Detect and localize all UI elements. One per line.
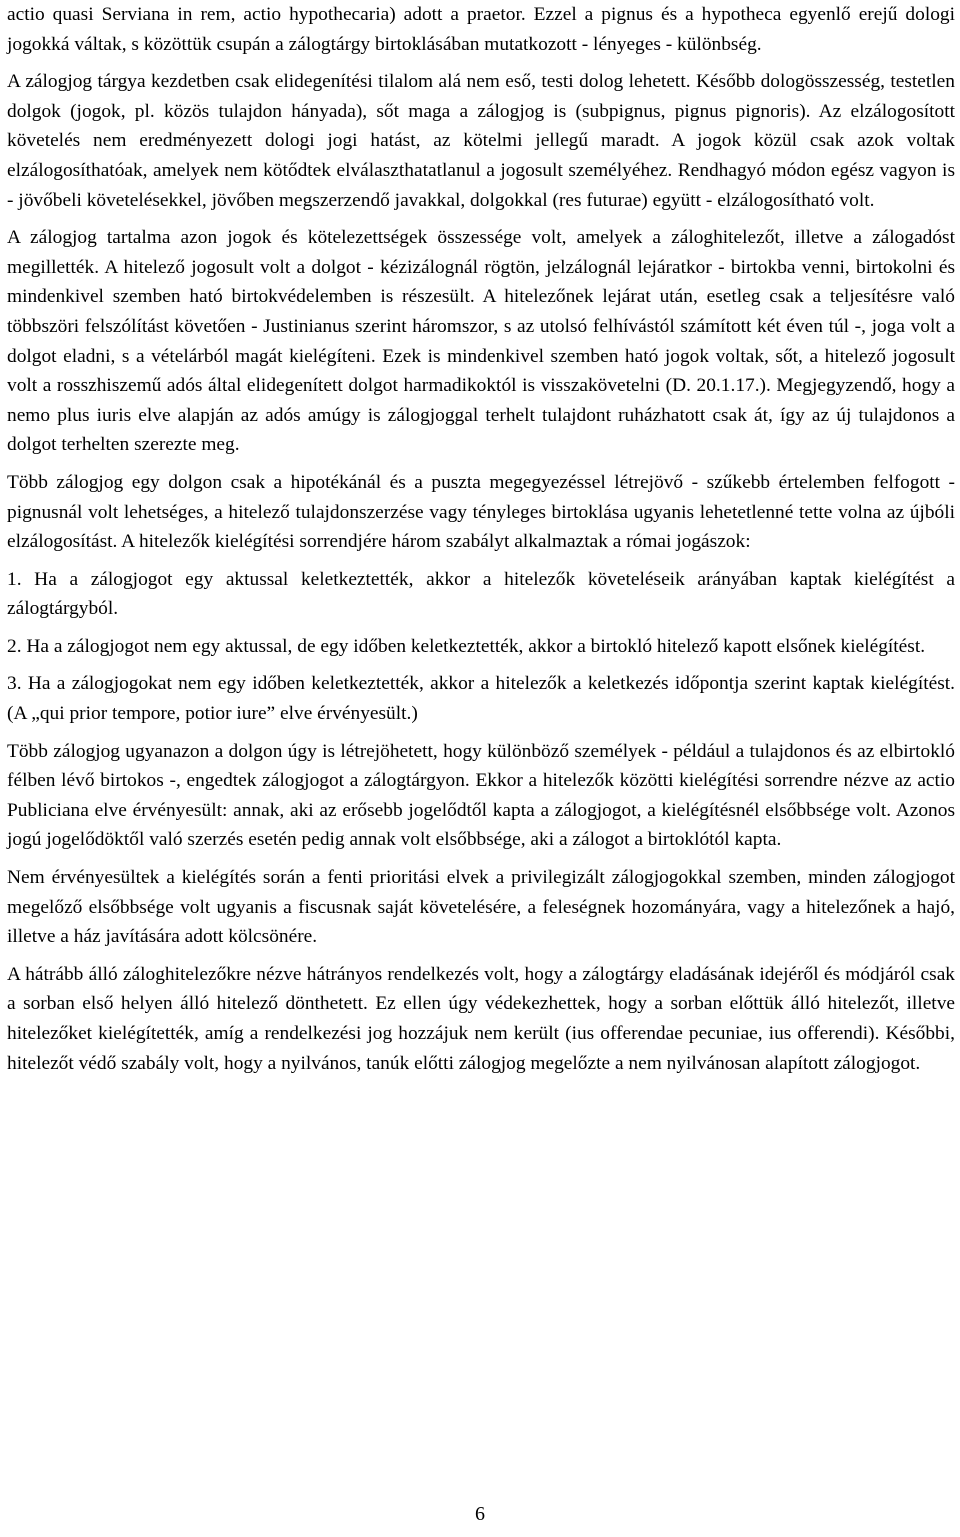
paragraph-3: A zálogjog tartalma azon jogok és kötelezettségek összessége volt, amelyek a záloghitelezőt, illetve a zálogadóst megillették. A hitelező jogosult volt a dolgot - kézizálognál rögtön, jelzálognál lejáratkor - birtokba venni, birtokolni és mindenkivel szemben ható birtokvédelemben is részesült. A hitelezőnek lejárat után, esetleg csak a teljesítésre való többszöri felszólítást követően - Justinianus szerint háromszor, s az utolsó felhívástól számított két éven túl -, joga volt a dolgot eladni, s a vételárból magát kielégíteni. Ezek is mindenkivel szemben ható jogok voltak, sőt, a hitelező jogosult volt a rosszhiszemű adós által elidegenített dolgot harmadikoktól is visszakövetelni (D. 20.1.17.). Megjegyzendő, hogy a nemo plus iuris elve alapján az adós amúgy is zálogjoggal terhelt tulajdont ruházhatott csak át, így az új tulajdonos a dolgot terhelten szerezte meg.: [7, 227, 955, 456]
page-number: 6: [475, 1503, 485, 1525]
list-item-2: 2. Ha a zálogjogot nem egy aktussal, de egy időben keletkeztették, akkor a birtokló hitelező kapott elsőnek kielégítést.: [7, 635, 926, 657]
document-page: [7, 0, 955, 1078]
paragraph-4: Több zálogjog egy dolgon csak a hipotékánál és a puszta megegyezéssel létrejövő - szűkebb értelemben felfogott - pignusnál volt lehetséges, a hitelező tulajdonszerzése vagy tényleges birtoklása ugyanis lehetetlenné tette volna az újbóli elzálogosítást. A hitelezők kielégítési sorrendjére három szabályt alkalmaztak a római jogászok:: [7, 471, 955, 553]
paragraph-1: actio quasi Serviana in rem, actio hypothecaria) adott a praetor. Ezzel a pignus és a hypotheca egyenlő erejű dologi jogokká váltak, s közöttük csupán a zálogtárgy birtoklásában mutatkozott - lényeges - különbség.: [7, 4, 955, 55]
paragraph-2: A zálogjog tárgya kezdetben csak elidegenítési tilalom alá nem eső, testi dolog lehetett. Később dologösszesség, testetlen dolgok (jogok, pl. közös tulajdon hányada), sőt maga a zálogjog is (subpignus, pignus pignoris). Az elzálogosított követelés nem eredményezett dologi jogi hatást, az kötelmi jellegű maradt. A jogok közül csak azok voltak elzálogosíthatóak, amelyek nem kötődtek elválaszthatatlanul a jogosult személyéhez. Rendhagyó módon egész vagyon is - jövőbeli követelésekkel, jövőben megszerzendő javakkal, dolgokkal (res futurae) együtt - elzálogosítható volt.: [7, 71, 955, 211]
paragraph-6: Nem érvényesültek a kielégítés során a fenti prioritási elvek a privilegizált zálogjogokkal szemben, minden zálogjogot megelőző elsőbbsége volt ugyanis a fiscusnak saját követelésére, a feleségnek hozományára, vagy a hitelezőnek a hajó, illetve a ház javítására adott kölcsönére.: [7, 867, 955, 948]
list-item-1: 1. Ha a zálogjogot egy aktussal keletkeztették, akkor a hitelezők követeléseik arányában kaptak kielégítést a zálogtárgyból.: [7, 568, 955, 620]
paragraph-7: A hátrább álló záloghitelezőkre nézve hátrányos rendelkezés volt, hogy a zálogtárgy eladásának idejéről és módjáról csak a sorban első helyen álló hitelező dönthetett. Ez ellen úgy védekezhettek, hogy a sorban előttük álló hitelezőt, illetve hitelezőket kielégítették, amíg a rendelkezési jog hozzájuk nem került (ius offerendae pecuniae, ius offerendi). Későbbi, hitelezőt védő szabály volt, hogy a nyilvános, tanúk előtti zálogjog megelőzte a nem nyilvánosan alapított zálogjogot.: [7, 963, 955, 1074]
list-item-3: 3. Ha a zálogjogokat nem egy időben keletkeztették, akkor a hitelezők a keletkezés időpontja szerint kaptak kielégítést. (A „qui prior tempore, potior iure” elve érvényesült.): [7, 673, 955, 725]
paragraph-5: Több zálogjog ugyanazon a dolgon úgy is létrejöhetett, hogy különböző személyek - például a tulajdonos és az elbirtokló félben lévő birtokos -, engedtek zálogjogot a zálogtárgyon. Ekkor a hitelezők közötti kielégítési sorrendre nézve az actio Publiciana elve érvényesült: annak, aki az erősebb jogelődtől kapta a zálogjogot, a kielégítésnél elsőbbsége volt. Azonos jogú jogelődöktől való szerzés esetén pedig annak volt elsőbbsége, aki a zálogot a birtoklótól kapta.: [7, 740, 955, 851]
